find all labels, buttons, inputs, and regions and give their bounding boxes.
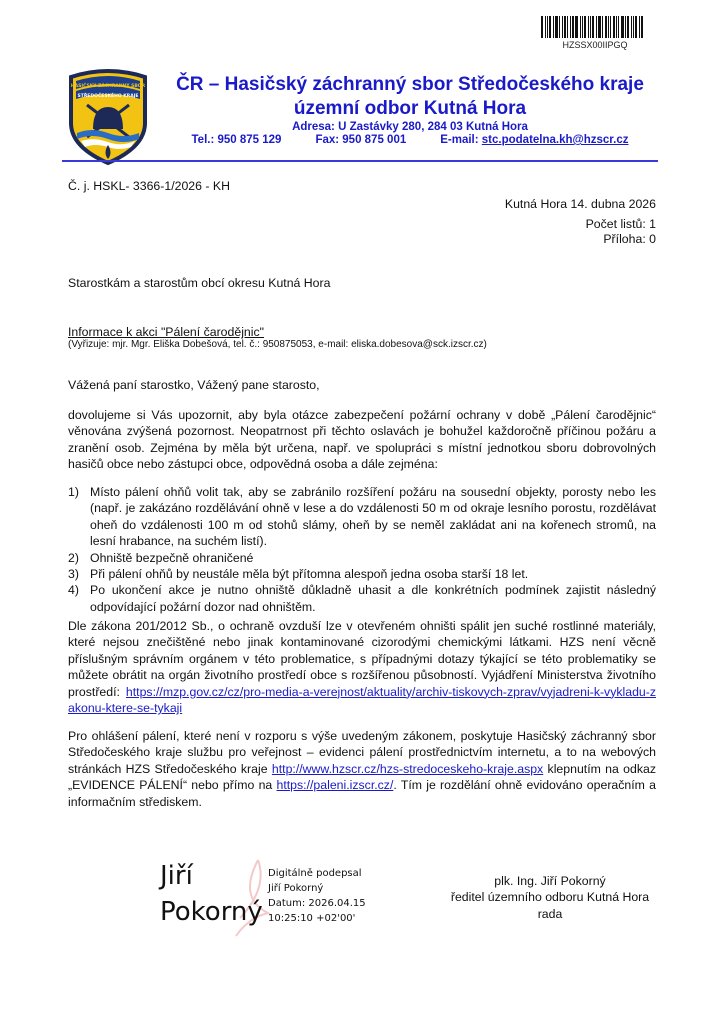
email-contact: E-mail: stc.podatelna.kh@hzscr.cz <box>440 134 629 146</box>
svg-text:HASIČSKÝ ZÁCHRANNÝ SBOR: HASIČSKÝ ZÁCHRANNÝ SBOR <box>70 84 146 89</box>
signature-name-last: Pokorný <box>160 897 263 927</box>
law-paragraph: Dle zákona 201/2012 Sb., o ochraně ovzduší lze v otevřeném ohništi spálit jen suché rostlinné materiály, které nejsou znečištěné nebo jinak kontaminované cizorodými chemickými látkami. HZS není věcně příslušným správním orgánem v této problematice, s případnými dotazy týkající se této problematiky se můžete obrátit na orgán životního prostředí obce s rozšířenou působností. Vyjádření Ministerstva životního prostředí: https://mzp.gov.cz/cz/pro-media-a-verejnost/aktuality/archiv-tiskovych-zprav/vyjadreni-k-vykladu-zakonu-ktere-se-tykaji <box>68 619 656 716</box>
letterhead-subtitle: územní odbor Kutná Hora <box>293 98 527 119</box>
signature-name-first: Jiří <box>160 861 193 891</box>
hzs-website-link[interactable]: http://www.hzscr.cz/hzs-stredoceskeho-kraje.aspx <box>271 761 544 776</box>
letterhead-address: Adresa: U Zastávky 280, 284 03 Kutná Hora <box>292 121 528 133</box>
subject: Informace k akci "Pálení čarodějnic" <box>68 325 265 339</box>
barcode <box>541 16 649 38</box>
place-date: Kutná Hora 14. dubna 2026 <box>504 197 656 211</box>
letterhead-title: ČR – Hasičský záchranný sbor Středočeského kraje <box>176 74 644 95</box>
reference-number: Č. j. HSKL- 3366-1/2026 - KH <box>68 179 230 193</box>
header-divider <box>62 160 658 162</box>
signer-rank: rada <box>537 906 563 921</box>
signer-block <box>430 873 670 922</box>
intro-paragraph: dovolujeme si Vás upozornit, aby byla otázce zabezpečení požární ochrany v době „Pálení čarodějnic“ věnována zvýšená pozornost. Neopatrnost při těchto oslavách je bohužel každoročně příčinou požáru a zranění osob. Zejména by měla být určena, např. ve spolupráci s místní jednotkou sboru dobrovolných hasičů obce nebo zástupci obce, odpovědná osoba a dále zejména: <box>68 408 656 472</box>
attachment-count: Příloha: 0 <box>603 232 656 246</box>
svg-text:STŘEDOČESKÉHO KRAJE: STŘEDOČESKÉHO KRAJE <box>77 94 139 99</box>
ministry-statement-link[interactable]: https://mzp.gov.cz/cz/pro-media-a-verejnost/aktuality/archiv-tiskovych-zprav/vyjadreni-k-vykladu-zakonu-ktere-se-tykaji <box>68 684 656 716</box>
email-link[interactable]: stc.podatelna.kh@hzscr.cz <box>481 134 629 146</box>
sheet-count: Počet listů: 1 <box>585 217 656 231</box>
barcode-code: HZSSX00IIPGQ <box>562 40 628 50</box>
list-item: 4) Po ukončení akce je nutno ohniště důkladně uhasit a dle konkrétních podmínek zajistit následný odpovídající požární dozor nad ohništěm. <box>68 583 656 614</box>
signer-role: ředitel územního odboru Kutná Hora <box>450 890 650 905</box>
phone-number: Tel.: 950 875 129 <box>191 134 282 146</box>
addressee: Starostkám a starostům obcí okresu Kutná Hora <box>68 276 331 290</box>
fax-number: Fax: 950 875 001 <box>315 134 407 146</box>
list-item: 2) Ohniště bezpečně ohraničené <box>68 550 254 565</box>
digital-signature-info: Digitálně podepsal Jiří Pokorný Datum: 2026.04.15 10:25:10 +02'00' <box>268 868 366 924</box>
signer-name: plk. Ing. Jiří Pokorný <box>494 874 606 888</box>
list-item: 1) Místo pálení ohňů volit tak, aby se zabránilo rozšíření požáru na sousední objekty, porosty nebo les (např. je zakázáno rozdělávání ohně v lese a do vzdálenosti 50 m od okraje lesního porostu, rozdělávat oheň do vzdálenosti 100 m od stohů slámy, oheň by se neměl zakládat ani na kořenech stromů, na lesní hrabance, na suchém listí). <box>68 485 656 549</box>
paleni-website-link[interactable]: https://paleni.izscr.cz/ <box>276 778 394 793</box>
report-paragraph: Pro ohlášení pálení, které není v rozporu s výše uvedeným zákonem, poskytuje Hasičský záchranný sbor Středočeského kraje službu pro veřejnost – evidenci pálení prostřednictvím internetu, a to na webových stránkách HZS Středočeského kraje http://www.hzscr.cz/hzs-stredoceskeho-kraje.aspx klepnutím na odkaz „EVIDENCE PÁLENÍ“ nebo přímo na https://paleni.izscr.cz/. Tím je rozdělání ohně evidováno operačním a informačním střediskem. <box>68 729 656 809</box>
letterhead-contacts <box>155 134 665 146</box>
fire-rescue-emblem-logo <box>67 67 149 165</box>
fire-safety-rules-list <box>68 484 656 615</box>
handler-info: (Vyřizuje: mjr. Mgr. Eliška Dobešová, tel. č.: 950875053, e-mail: eliska.dobesova@sck.izscr.cz) <box>68 339 487 350</box>
list-item: 3) Při pálení ohňů by neustále měla být přítomna alespoň jedna osoba starší 18 let. <box>68 567 529 582</box>
salutation: Vážená paní starostko, Vážený pane starosto, <box>68 378 320 392</box>
